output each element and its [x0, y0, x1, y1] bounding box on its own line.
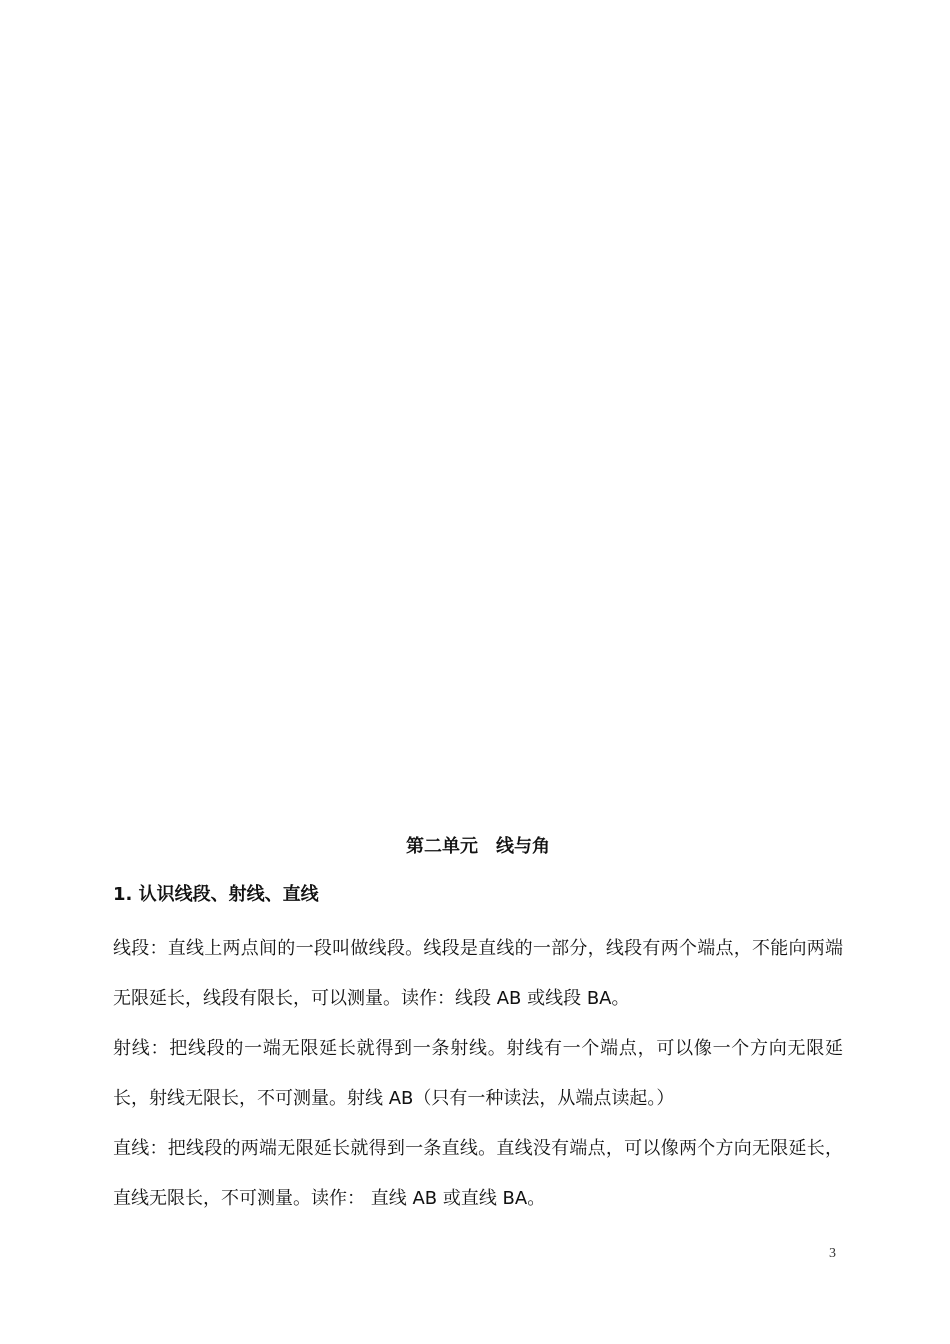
paragraph-line-segment: 线段：直线上两点间的一段叫做线段。线段是直线的一部分，线段有两个端点，不能向两端无限延长，线段有限长，可以测量。读作：线段 AB 或线段 BA。 [113, 938, 843, 1009]
section-heading: 1. 认识线段、射线、直线 [113, 884, 319, 905]
paragraph-ray: 射线：把线段的一端无限延长就得到一条射线。射线有一个端点，可以像一个方向无限延长，射线无限长，不可测量。射线 AB（只有一种读法，从端点读起。） [113, 1038, 843, 1109]
paragraph-straight-line: 直线：把线段的两端无限延长就得到一条直线。直线没有端点，可以像两个方向无限延长，直线无限长，不可测量。读作： 直线 AB 或直线 BA。 [113, 1138, 843, 1209]
page-number: 3 [829, 1246, 836, 1261]
page-content [113, 830, 843, 1224]
unit-title: 第二单元 线与角 [406, 836, 550, 857]
